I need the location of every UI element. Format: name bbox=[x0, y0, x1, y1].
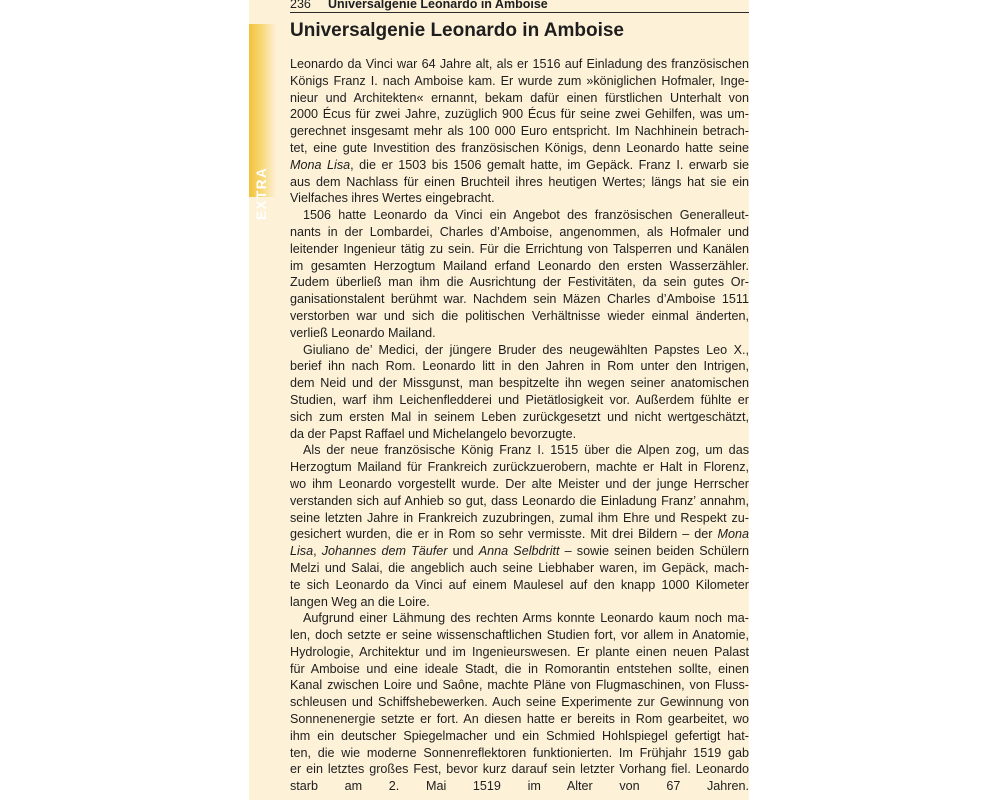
body-line: leitender Ingenieur tätig zu sein. Für die Errichtung von Talsperren und Kanälen bbox=[290, 241, 749, 256]
body-line: dem Neid und der Missgunst, man bespitzelte ihn wegen seiner anatomischen bbox=[290, 376, 749, 391]
body-line: 1506 hatte Leonardo da Vinci ein Angebot des französischen Generalleut- bbox=[303, 208, 749, 223]
body-line: schleusen und Schiffshebewerken. Auch seine Experimente zur Gewinnung von bbox=[290, 695, 749, 710]
body-line: ten, die wie moderne Sonnenreflektoren funktionierten. Im Frühjahr 1519 gab bbox=[290, 745, 749, 760]
body-line: Aufgrund einer Lähmung des rechten Arms konnte Leonardo kaum noch ma- bbox=[303, 611, 749, 626]
body-line: gerechnet insgesamt mehr als 100 000 Euro entspricht. Im Nachhinein betrach- bbox=[290, 124, 749, 139]
running-title: Universalgenie Leonardo in Amboise bbox=[328, 0, 548, 11]
body-line: Mona Lisa, die er 1503 bis 1506 gemalt hatte, im Gepäck. Franz I. erwarb sie bbox=[290, 157, 749, 172]
page-number: 236 bbox=[290, 0, 311, 11]
body-line: Studien, warf ihm Leichenfledderei und Pietätlosigkeit vor. Außerdem fühlte er bbox=[290, 392, 749, 407]
body-line: ihm ein deutscher Spiegelmacher und ein Schmied Hohlspiegel gefertigt hat- bbox=[290, 728, 749, 743]
body-line: da der Papst Raffael und Michelangelo bevorzugte. bbox=[290, 426, 577, 441]
body-line: Königs Franz I. nach Amboise kam. Er wurde zum »königlichen Hofmaler, Inge- bbox=[290, 73, 749, 88]
body-line: nieur und Architekten« ernannt, bekam dafür einen fürstlichen Unterhalt von bbox=[290, 90, 749, 105]
body-line: te sich Leonardo da Vinci auf einem Maulesel auf den knapp 1000 Kilometer bbox=[290, 577, 749, 592]
extra-tab-label: EXTRA bbox=[254, 166, 269, 220]
body-line: Sonnenenergie setzte er fort. An diesen hatte er bereits in Rom gearbeitet, wo bbox=[290, 712, 749, 727]
body-line: sich zum ersten Mal in seinem Leben zurückgesetzt und nicht wertgeschätzt, bbox=[290, 409, 749, 424]
body-line: verließ Leonardo Mailand. bbox=[290, 325, 436, 340]
book-page bbox=[249, 0, 749, 800]
body-line: seine letzten Jahre in Frankreich zuzubringen, zumal ihm Ehre und Respekt zu- bbox=[290, 510, 749, 525]
body-line: er ein letztes großes Fest, bevor kurz darauf sein letzter Vorhang fiel. Leonardo bbox=[290, 762, 749, 777]
body-line: len, doch setzte er seine wissenschaftlichen Studien fort, vor allem in Anatomie, bbox=[290, 628, 749, 643]
running-header bbox=[290, 0, 749, 13]
article-body bbox=[290, 56, 749, 795]
body-line: langen Weg an die Loire. bbox=[290, 594, 430, 609]
article-title: Universalgenie Leonardo in Amboise bbox=[290, 20, 624, 41]
body-line: Herzogtum Mailand für Frankreich zurückzuerobern, machte er Halt in Florenz, bbox=[290, 460, 749, 475]
body-line: gesichert wurden, die er in Rom so sehr vermisste. Mit drei Bildern – der Mona bbox=[290, 527, 749, 542]
body-line: Vielfaches ihres Wertes eingebracht. bbox=[290, 191, 495, 206]
body-line: Lisa, Johannes dem Täufer und Anna Selbdritt – sowie seinen beiden Schülern bbox=[290, 544, 749, 559]
body-line: Melzi und Salai, die angeblich auch seine Liebhaber waren, im Gepäck, mach- bbox=[290, 560, 749, 575]
body-line: 2000 Écus für zwei Jahre, zuzüglich 900 Écus für seine zwei Gehilfen, was um- bbox=[290, 107, 749, 122]
body-line: wo ihm Leonardo vorgestellt wurde. Der alte Meister und der junge Herrscher bbox=[290, 476, 749, 491]
body-line: Als der neue französische König Franz I. 1515 über die Alpen zog, um das bbox=[303, 443, 749, 458]
body-line: für Amboise und eine ideale Stadt, die in Romorantin entstehen sollte, einen bbox=[290, 661, 749, 676]
extra-side-tab bbox=[249, 24, 276, 220]
body-line: aus dem Nachlass für einen Bruchteil ihres heutigen Wertes; längs hat sie ein bbox=[290, 174, 749, 189]
body-line: starb am 2. Mai 1519 im Alter von 67 Jahren. bbox=[290, 779, 749, 794]
body-line: Kanal zwischen Loire und Saône, machte Pläne von Flugmaschinen, von Fluss- bbox=[290, 678, 749, 693]
body-line: im gesamten Herzogtum Mailand erfand Leonardo den ersten Wasserzähler. bbox=[290, 258, 749, 273]
body-line: berief ihn nach Rom. Leonardo litt in den Jahren in Rom unter den Intrigen, bbox=[290, 359, 749, 374]
body-line: verstanden sich auf Anhieb so gut, dass Leonardo die Einladung Franz’ annahm, bbox=[290, 493, 749, 508]
body-line: tet, eine gute Investition des französischen Königs, denn Leonardo hatte seine bbox=[290, 140, 749, 155]
body-line: ganisationstalent berühmt war. Nachdem sein Mäzen Charles d’Amboise 1511 bbox=[290, 292, 749, 307]
body-line: Hydrologie, Architektur und im Ingenieurswesen. Er plante einen neuen Palast bbox=[290, 644, 749, 659]
body-line: Leonardo da Vinci war 64 Jahre alt, als er 1516 auf Einladung des französischen bbox=[290, 57, 749, 71]
body-line: Giuliano de’ Medici, der jüngere Bruder des neugewählten Papstes Leo X., bbox=[303, 342, 749, 357]
body-line: verstorben war und sich die politischen Verhältnisse wieder einmal änderten, bbox=[290, 308, 749, 323]
body-line: Zudem überließ man ihm die Ausrichtung der Festivitäten, da sein gutes Or- bbox=[290, 275, 749, 290]
body-line: nants in der Lombardei, Charles d’Amboise, angenommen, als Hofmaler und bbox=[290, 224, 749, 239]
